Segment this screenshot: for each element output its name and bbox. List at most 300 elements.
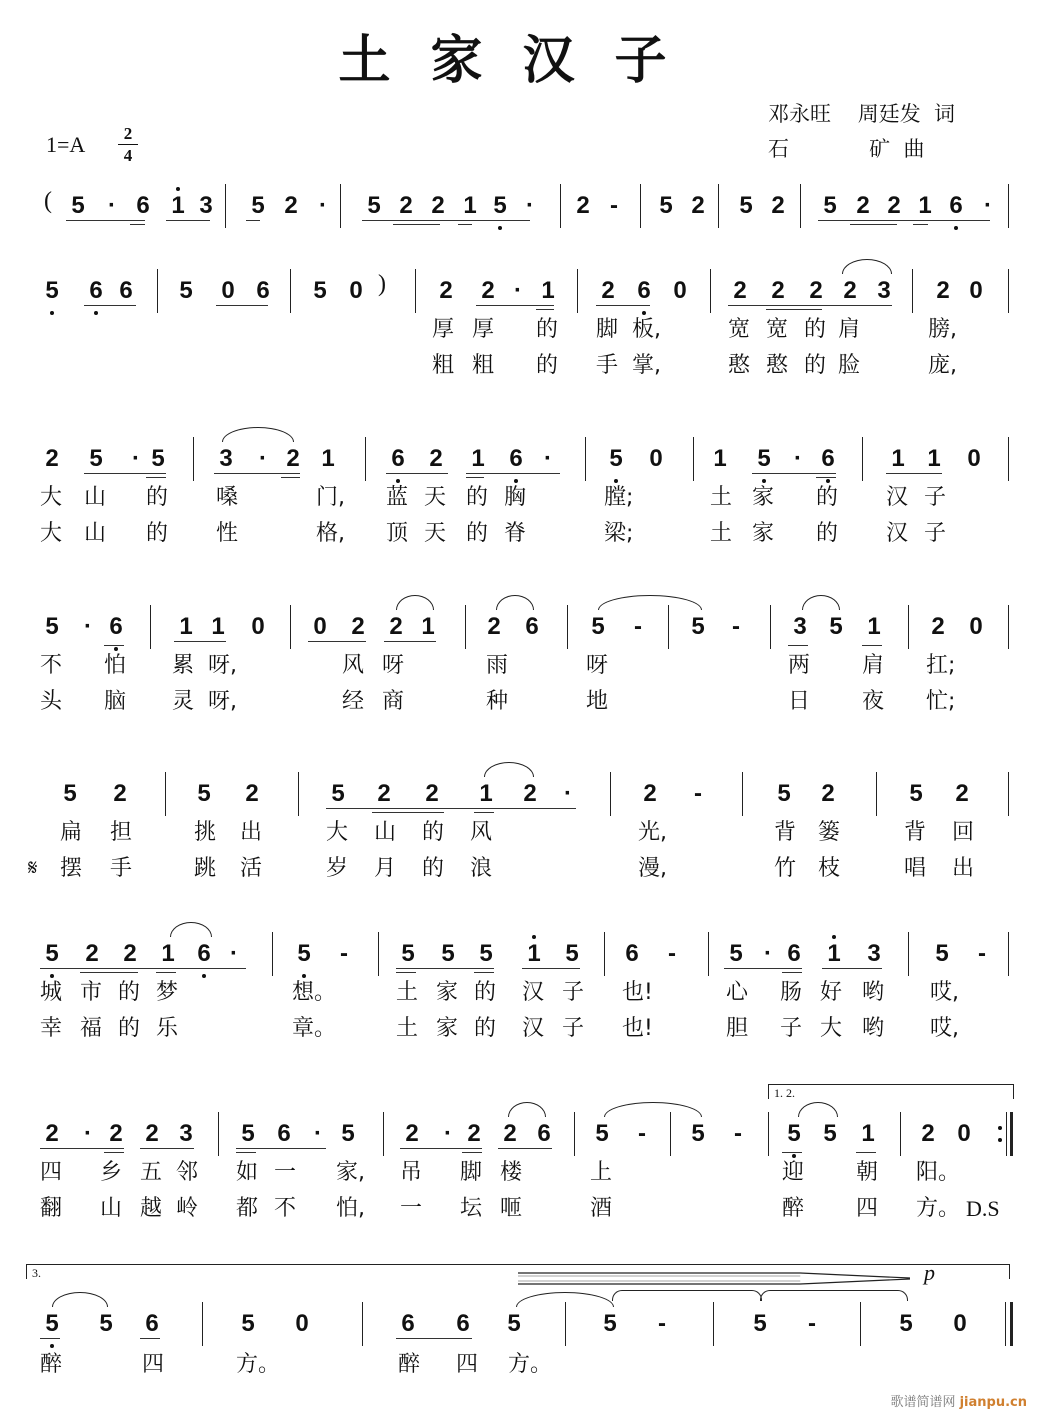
note: 2	[691, 192, 705, 219]
lyric-char: 胸	[504, 485, 527, 510]
octave-dot-below	[498, 226, 502, 230]
lyric-char: 的	[466, 521, 489, 546]
beam-underline	[372, 812, 444, 813]
slur-arc	[222, 427, 294, 442]
beam-underline	[80, 972, 138, 973]
repeat-barline-thick	[1010, 1112, 1013, 1156]
lyric-char: 吊	[400, 1160, 423, 1185]
note: 2	[389, 613, 403, 640]
lyric-char: 手	[110, 856, 133, 881]
score-system	[0, 188, 1045, 252]
beam-underline	[476, 305, 554, 306]
octave-dot-above	[176, 187, 180, 191]
lyric-char: 胆	[726, 1016, 749, 1041]
note: 6	[525, 613, 539, 640]
repeat-barline-thin	[1006, 1112, 1007, 1156]
note: 5	[829, 613, 843, 640]
beam-underline	[166, 220, 210, 221]
barline	[713, 1302, 714, 1346]
lyric-char: 的	[536, 353, 559, 378]
note: ·	[564, 780, 572, 807]
lyric-char: 的	[146, 521, 169, 546]
barline	[908, 932, 909, 976]
lyric-char: 担	[110, 820, 133, 845]
final-barline-thick	[1010, 1302, 1013, 1346]
beam-underline	[174, 641, 226, 642]
note: 1	[891, 445, 905, 472]
beam-underline	[856, 1152, 876, 1153]
note: 2	[429, 445, 443, 472]
octave-dot-below	[50, 311, 54, 315]
beam-underline	[822, 968, 882, 969]
note: 6	[277, 1120, 291, 1147]
lyric-char: 一	[400, 1196, 423, 1221]
lyric-char: 迎	[782, 1160, 805, 1185]
note: 0	[349, 277, 363, 304]
lyric-char: 脚	[596, 317, 619, 342]
lyric-char: 板,	[632, 317, 661, 342]
beam-underline	[522, 968, 580, 969]
barline	[1008, 437, 1009, 481]
barline	[610, 772, 611, 816]
note: -	[978, 940, 986, 967]
beam-underline	[474, 812, 494, 813]
barline	[340, 184, 341, 228]
lyric-char: 都	[236, 1196, 259, 1221]
lyric-char: 出	[240, 820, 263, 845]
final-barline-thin	[1005, 1302, 1006, 1346]
note: ·	[526, 192, 534, 219]
lyric-char: 家	[436, 980, 459, 1005]
note: 5	[935, 940, 949, 967]
lyric-char: 膛;	[604, 485, 634, 510]
slur-arc	[52, 1292, 108, 1307]
lyric-char: 岭	[176, 1196, 199, 1221]
lyric-char: 两	[788, 653, 811, 678]
lyric-char: 的	[816, 521, 839, 546]
lyric-char: 好	[820, 980, 843, 1005]
barline	[770, 605, 771, 649]
note: 0	[313, 613, 327, 640]
lyric-char: 子	[562, 980, 585, 1005]
volta-label: 1. 2.	[774, 1086, 795, 1100]
barline	[157, 269, 158, 313]
note: 5	[313, 277, 327, 304]
octave-dot-below	[50, 974, 54, 978]
score-system	[0, 445, 1045, 546]
barline	[362, 1302, 363, 1346]
note: 5	[777, 780, 791, 807]
beam-underline	[886, 473, 942, 474]
lyric-char: 肠	[780, 980, 803, 1005]
lyric-char: 庞,	[928, 353, 957, 378]
lyric-char: 哎,	[930, 1016, 959, 1041]
lyric-char: 子	[924, 521, 947, 546]
lyric-char: 梁;	[604, 521, 634, 546]
note: ·	[444, 1120, 452, 1147]
lyric-char: 呀	[382, 653, 405, 678]
lyric-char: 咂	[500, 1196, 523, 1221]
lyric-char: 怕,	[336, 1196, 365, 1221]
lyric-char: 回	[952, 820, 975, 845]
lyric-char: 汉	[886, 521, 909, 546]
lyric-char: 乡	[100, 1160, 123, 1185]
lyric-char: 四	[856, 1196, 879, 1221]
lyric-char: 如	[236, 1160, 259, 1185]
lyric-char: 的	[474, 1016, 497, 1041]
lyric-char: 背	[904, 820, 927, 845]
lyric-char: 土	[710, 485, 733, 510]
slur-arc	[508, 1102, 546, 1117]
lyric-char: 越	[140, 1196, 163, 1221]
lyric-char: 幸	[40, 1016, 63, 1041]
beam-underline	[474, 972, 494, 973]
note: 2	[843, 277, 857, 304]
note: 5	[507, 1310, 521, 1337]
lyric-char: 脑	[104, 689, 127, 714]
note: 1	[861, 1120, 875, 1147]
slur-arc	[604, 1102, 702, 1117]
beam-underline	[214, 473, 300, 474]
barline	[800, 184, 801, 228]
beam-underline	[466, 477, 484, 478]
lyric-char: 山	[374, 820, 397, 845]
octave-dot-below	[642, 311, 646, 315]
lyric-char: 活	[240, 856, 263, 881]
lyric-char: 家	[752, 521, 775, 546]
beam-underline	[140, 1148, 194, 1149]
beam-underline	[246, 220, 260, 221]
note: 2	[245, 780, 259, 807]
lyric-char: 出	[952, 856, 975, 881]
note: -	[808, 1310, 816, 1337]
note: 2	[887, 192, 901, 219]
note: 0	[251, 613, 265, 640]
note: 5	[787, 1120, 801, 1147]
lyric-char: 手	[596, 353, 619, 378]
volta-label: 3.	[32, 1266, 41, 1280]
watermark-en: jianpu.cn	[959, 1395, 1027, 1410]
lyric-char: 想。	[292, 980, 337, 1005]
note: 1	[471, 445, 485, 472]
barline	[862, 437, 863, 481]
note: 5	[595, 1120, 609, 1147]
note: ·	[544, 445, 552, 472]
note: 6	[197, 940, 211, 967]
note: 2	[487, 613, 501, 640]
barline	[193, 437, 194, 481]
note: 5	[691, 1120, 705, 1147]
lyric-char: 漫,	[638, 856, 667, 881]
lyric-char: 城	[40, 980, 63, 1005]
note: 1	[161, 940, 175, 967]
lyric-char: 篓	[818, 820, 841, 845]
beam-underline	[104, 645, 124, 646]
lyric-char: 浪	[470, 856, 493, 881]
time-sig-numerator: 2	[123, 124, 133, 143]
lyric-char: 土	[710, 521, 733, 546]
note: 6	[637, 277, 651, 304]
note: 5	[251, 192, 265, 219]
note: 2	[45, 445, 59, 472]
lyric-char: 醉	[40, 1352, 63, 1377]
lyric-char: 的	[466, 485, 489, 510]
beam-underline	[130, 224, 145, 225]
slur-arc	[598, 595, 702, 610]
barline	[710, 269, 711, 313]
lyric-char: 醉	[782, 1196, 805, 1221]
barline	[298, 772, 299, 816]
time-sig-denominator: 4	[123, 146, 133, 165]
beam-underline	[66, 220, 145, 221]
note: 5	[71, 192, 85, 219]
lyric-char: 灵	[172, 689, 195, 714]
lyric-char: 四	[142, 1352, 165, 1377]
note: 5	[63, 780, 77, 807]
note: 5	[823, 192, 837, 219]
lyric-char: 一	[274, 1160, 297, 1185]
lyric-char: 呀,	[208, 689, 237, 714]
note: 2	[955, 780, 969, 807]
note: 6	[787, 940, 801, 967]
note: 5	[729, 940, 743, 967]
lyric-char: 的	[118, 1016, 141, 1041]
lyric-char: 枝	[818, 856, 841, 881]
slur-arc	[396, 595, 434, 610]
lyric-char: 的	[422, 820, 445, 845]
note: 5	[89, 445, 103, 472]
lyric-char: 脸	[838, 353, 861, 378]
lyric-char: 扛;	[926, 653, 956, 678]
note: 6	[109, 613, 123, 640]
barline	[718, 184, 719, 228]
lyric-char: 的	[536, 317, 559, 342]
note: 5	[603, 1310, 617, 1337]
note: 1	[171, 192, 185, 219]
note: 2	[351, 613, 365, 640]
note: 5	[241, 1310, 255, 1337]
note: 5	[45, 613, 59, 640]
dynamic-marking-piano: p	[924, 1260, 935, 1285]
barline	[876, 772, 877, 816]
barline	[202, 1302, 203, 1346]
note: 1	[179, 613, 193, 640]
beam-underline	[838, 305, 892, 306]
note: 5	[591, 613, 605, 640]
note: 5	[899, 1310, 913, 1337]
time-sig-divider	[118, 144, 138, 145]
lyric-char: 土	[396, 980, 419, 1005]
lyric-char: 厚	[432, 317, 455, 342]
barline	[150, 605, 151, 649]
note: 2	[523, 780, 537, 807]
lyric-char: 唱	[904, 856, 927, 881]
beam-underline	[281, 477, 300, 478]
note: 0	[953, 1310, 967, 1337]
lyric-char: 摆	[60, 856, 83, 881]
score-system	[0, 940, 1045, 1041]
note: -	[668, 940, 676, 967]
note: 2	[856, 192, 870, 219]
lyricist-credit: 邓永旺 周廷发 词	[768, 102, 956, 126]
note: 2	[771, 192, 785, 219]
slur-arc	[798, 1102, 838, 1117]
beam-underline	[850, 224, 897, 225]
barline	[567, 605, 568, 649]
dal-segno-marking: D.S	[966, 1196, 1000, 1221]
lyric-char: 上	[590, 1160, 613, 1185]
lyric-char: 挑	[194, 820, 217, 845]
note: 6	[136, 192, 150, 219]
note: 3	[867, 940, 881, 967]
barline	[640, 184, 641, 228]
lyric-char: 市	[80, 980, 103, 1005]
lyric-char: 背	[774, 820, 797, 845]
note: -	[694, 780, 702, 807]
octave-dot-below	[114, 647, 118, 651]
note: 1	[479, 780, 493, 807]
barline	[290, 269, 291, 313]
note: 2	[921, 1120, 935, 1147]
barline	[585, 437, 586, 481]
note: 2	[439, 277, 453, 304]
note: 0	[295, 1310, 309, 1337]
note: ·	[230, 940, 238, 967]
octave-dot-above	[532, 935, 536, 939]
note: 5	[757, 445, 771, 472]
note: 5	[493, 192, 507, 219]
barline	[708, 932, 709, 976]
beam-underline	[40, 1338, 60, 1339]
lyric-char: 性	[216, 521, 239, 546]
note: 3	[877, 277, 891, 304]
lyric-char: 山	[100, 1196, 123, 1221]
note: 5	[609, 445, 623, 472]
lyric-char: 门,	[316, 485, 345, 510]
lyric-char: 梦	[156, 980, 179, 1005]
note: 2	[286, 445, 300, 472]
octave-dot-below	[94, 311, 98, 315]
beam-underline	[140, 1338, 160, 1339]
barline	[218, 1112, 219, 1156]
barline	[365, 437, 366, 481]
lyric-char: 风	[470, 820, 493, 845]
score-system	[0, 613, 1045, 714]
lyric-char: 汉	[522, 980, 545, 1005]
note: -	[658, 1310, 666, 1337]
lyric-char: 雨	[486, 653, 509, 678]
slur-arc	[484, 762, 534, 777]
watermark	[890, 1391, 1027, 1410]
note: 5	[45, 1310, 59, 1337]
note: 5	[565, 940, 579, 967]
octave-dot-below	[50, 1344, 54, 1348]
note: 0	[673, 277, 687, 304]
note: 1	[527, 940, 541, 967]
beam-underline	[818, 220, 990, 221]
note: 5	[99, 1310, 113, 1337]
beam-underline	[393, 224, 440, 225]
note: 6	[391, 445, 405, 472]
lyric-char: 厚	[472, 317, 495, 342]
lyric-char: 大	[820, 1016, 843, 1041]
lyric-char: 地	[586, 689, 609, 714]
volta-bracket	[768, 1084, 1014, 1099]
note: 2	[821, 780, 835, 807]
lyric-char: 竹	[774, 856, 797, 881]
beam-underline	[816, 477, 836, 478]
beam-underline	[386, 473, 448, 474]
repeat-dot	[998, 1126, 1002, 1130]
note: 5	[197, 780, 211, 807]
lyric-char: 商	[382, 689, 405, 714]
lyric-char: 山	[84, 521, 107, 546]
beam-underline	[362, 220, 530, 221]
note: 6	[509, 445, 523, 472]
lyric-char: 嗓	[216, 485, 239, 510]
beam-underline	[752, 473, 836, 474]
lyric-char: 呀,	[208, 653, 237, 678]
barline	[1008, 605, 1009, 649]
note: 2	[399, 192, 413, 219]
octave-dot-below	[302, 974, 306, 978]
tie-arc	[760, 1290, 908, 1301]
barline	[1008, 772, 1009, 816]
beam-underline	[913, 224, 928, 225]
lyric-char: 的	[816, 485, 839, 510]
note: ·	[984, 192, 992, 219]
score-system	[0, 780, 1045, 881]
beam-underline	[308, 641, 366, 642]
composer-credit: 石 矿 曲	[768, 137, 925, 161]
octave-dot-below	[514, 479, 518, 483]
tie-arc	[612, 1290, 762, 1301]
note: 0	[221, 277, 235, 304]
note: 6	[256, 277, 270, 304]
note: ·	[514, 277, 522, 304]
open-paren: (	[44, 188, 52, 214]
lyric-char: 不	[40, 653, 63, 678]
note: 5	[297, 940, 311, 967]
barline	[912, 269, 913, 313]
beam-underline	[766, 309, 822, 310]
lyric-char: 粗	[472, 353, 495, 378]
note: -	[340, 940, 348, 967]
note: 3	[199, 192, 213, 219]
lyric-char: 扁	[60, 820, 83, 845]
note: 6	[625, 940, 639, 967]
note: -	[638, 1120, 646, 1147]
barline	[577, 269, 578, 313]
lyric-char: 头	[40, 689, 63, 714]
barline	[383, 1112, 384, 1156]
beam-underline	[396, 972, 416, 973]
lyric-char: 怕	[104, 653, 127, 678]
barline	[860, 1302, 861, 1346]
note: 1	[827, 940, 841, 967]
song-title: 土家汉子	[338, 31, 707, 91]
barline	[465, 605, 466, 649]
note: 5	[331, 780, 345, 807]
slur-arc	[516, 1292, 614, 1307]
note: 5	[45, 940, 59, 967]
beam-underline	[146, 477, 166, 478]
note: ·	[108, 192, 116, 219]
note: 2	[936, 277, 950, 304]
lyric-char: 光,	[638, 820, 667, 845]
score-system	[0, 271, 1045, 378]
barline	[1008, 184, 1009, 228]
